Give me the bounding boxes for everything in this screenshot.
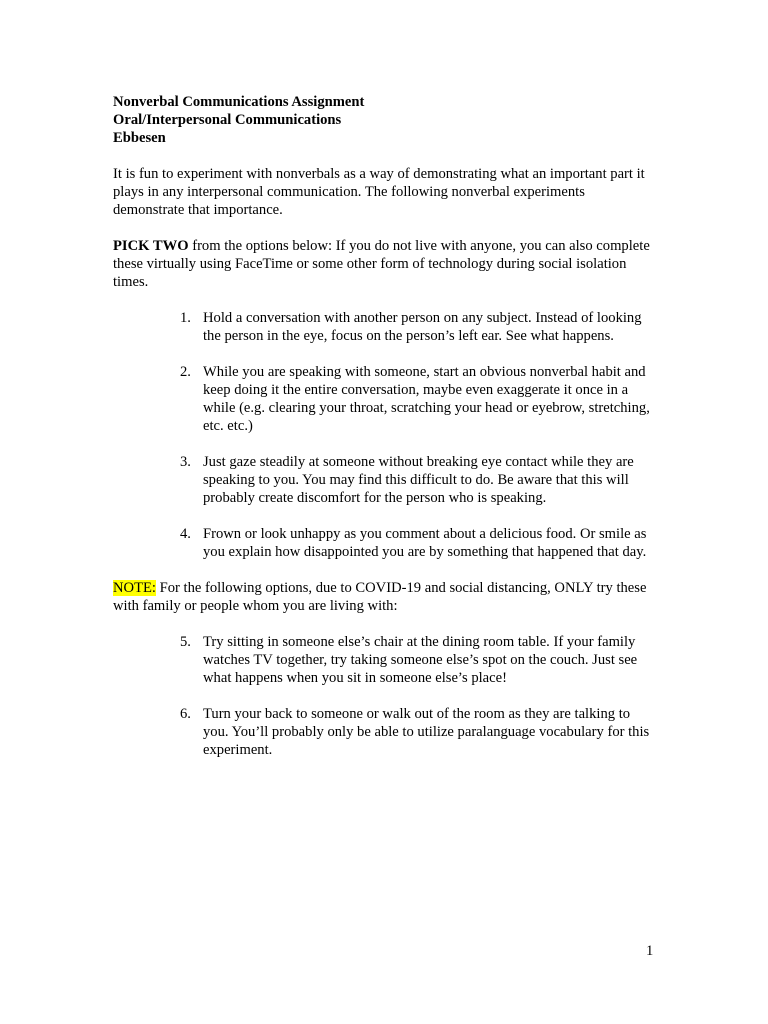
list-item-number: 4. (180, 526, 191, 542)
list-item (113, 453, 658, 507)
options-list-b (113, 633, 658, 759)
options-list-a (113, 309, 658, 561)
list-item-text: Just gaze steadily at someone without breaking eye contact while they are speaking to you. You may find this difficult to do. Be aware that this will probably create discomfort for the person who is speaking. (203, 454, 634, 506)
list-item (113, 363, 658, 435)
assignment-title: Nonverbal Communications Assignment (113, 94, 365, 110)
instructor-name: Ebbesen (113, 130, 166, 146)
document-header (113, 93, 658, 147)
list-item (113, 525, 658, 561)
instruction-emphasis: PICK TWO (113, 238, 189, 254)
list-item-text: While you are speaking with someone, start an obvious nonverbal habit and keep doing it the entire conversation, maybe even exaggerate it once in a while (e.g. clearing your throat, scratching your head or eyebrow, stretching, etc. etc.) (203, 364, 650, 434)
intro-paragraph: It is fun to experiment with nonverbals as a way of demonstrating what an important part it plays in any interpersonal communication. The following nonverbal experiments demonstrate that importance. (113, 166, 645, 218)
course-name: Oral/Interpersonal Communications (113, 112, 342, 128)
list-item-text: Hold a conversation with another person on any subject. Instead of looking the person in the eye, focus on the person’s left ear. See what happens. (203, 310, 642, 344)
list-item-number: 3. (180, 454, 191, 470)
list-item-number: 5. (180, 634, 191, 650)
list-item-text: Frown or look unhappy as you comment about a delicious food. Or smile as you explain how disappointed you are by something that happened that day. (203, 526, 647, 560)
instruction-text: from the options below: If you do not live with anyone, you can also complete these virtually using FaceTime or some other form of technology during social isolation times. (113, 238, 650, 290)
note-paragraph (113, 579, 658, 615)
list-item-number: 2. (180, 364, 191, 380)
document-body (113, 93, 658, 759)
instruction-paragraph (113, 237, 658, 291)
note-text: For the following options, due to COVID-19 and social distancing, ONLY try these with family or people whom you are living with: (113, 580, 647, 614)
list-item-number: 1. (180, 310, 191, 326)
page-number: 1 (646, 943, 654, 959)
list-item-text: Try sitting in someone else’s chair at the dining room table. If your family watches TV together, try taking someone else’s spot on the couch. Just see what happens when you sit in someone else’s place! (203, 634, 638, 686)
note-label-highlight: NOTE: (113, 580, 156, 596)
list-item (113, 309, 658, 345)
list-item-text: Turn your back to someone or walk out of the room as they are talking to you. You’ll probably only be able to utilize paralanguage vocabulary for this experiment. (203, 706, 650, 758)
list-item (113, 633, 658, 687)
list-item-number: 6. (180, 706, 191, 722)
list-item (113, 705, 658, 759)
